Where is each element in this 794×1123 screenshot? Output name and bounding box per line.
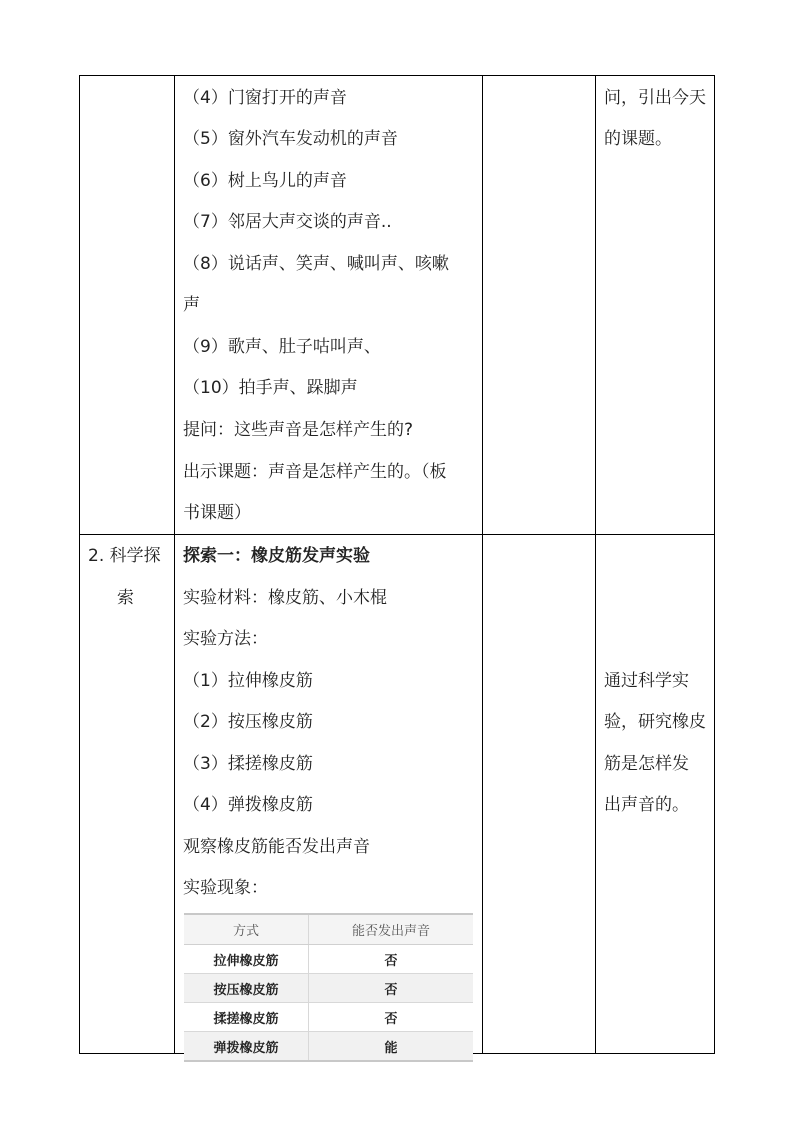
result-cell: 否 bbox=[309, 974, 474, 1003]
result-cell: 否 bbox=[309, 945, 474, 974]
table-left-border bbox=[79, 75, 80, 1054]
header-method: 方式 bbox=[184, 914, 309, 945]
result-cell: 能 bbox=[309, 1032, 474, 1062]
content-line: （8）说话声、笑声、喊叫声、咳嗽 bbox=[183, 254, 449, 274]
content-line: （5）窗外汽车发动机的声音 bbox=[183, 129, 398, 149]
result-cell: 否 bbox=[309, 1003, 474, 1032]
table-row bbox=[184, 974, 473, 1003]
content-line: （4）弹拨橡皮筋 bbox=[183, 795, 313, 815]
content-line: （1）拉伸橡皮筋 bbox=[183, 671, 313, 691]
method-cell: 揉搓橡皮筋 bbox=[184, 1003, 309, 1032]
content-line: 实验方法： bbox=[183, 629, 268, 649]
content-line: 声 bbox=[183, 295, 200, 315]
content-line: （7）邻居大声交谈的声音.. bbox=[183, 212, 392, 232]
table-row bbox=[184, 1032, 473, 1062]
intent-note: 出声音的。 bbox=[604, 795, 689, 815]
section-heading: 探索一：橡皮筋发声实验 bbox=[183, 546, 370, 566]
content-line: （9）歌声、肚子咕叫声、 bbox=[183, 337, 381, 357]
method-cell: 按压橡皮筋 bbox=[184, 974, 309, 1003]
table-right-border bbox=[714, 75, 715, 1054]
result-table-header-row bbox=[184, 914, 473, 945]
column-divider-2 bbox=[482, 75, 483, 1054]
content-line: 观察橡皮筋能否发出声音 bbox=[183, 837, 370, 857]
intent-note: 问，引出今天 bbox=[604, 88, 706, 108]
table-row bbox=[184, 1003, 473, 1032]
intent-note: 通过科学实 bbox=[604, 671, 689, 691]
content-line: 实验材料：橡皮筋、小木棍 bbox=[183, 588, 387, 608]
intent-note: 筋是怎样发 bbox=[604, 754, 689, 774]
column-divider-1 bbox=[174, 75, 175, 1054]
stage-label: 2. 科学探 bbox=[88, 546, 161, 566]
content-line: （6）树上鸟儿的声音 bbox=[183, 171, 347, 191]
content-line: （3）揉搓橡皮筋 bbox=[183, 754, 313, 774]
method-cell: 弹拨橡皮筋 bbox=[184, 1032, 309, 1062]
content-line: 书课题） bbox=[183, 503, 251, 523]
intent-note: 验，研究橡皮 bbox=[604, 712, 706, 732]
stage-label: 索 bbox=[117, 588, 134, 608]
method-cell: 拉伸橡皮筋 bbox=[184, 945, 309, 974]
content-line: （2）按压橡皮筋 bbox=[183, 712, 313, 732]
column-divider-3 bbox=[595, 75, 596, 1054]
table-row bbox=[184, 945, 473, 974]
content-line: 提问：这些声音是怎样产生的? bbox=[183, 420, 414, 440]
experiment-result-table bbox=[184, 913, 473, 1062]
content-line: 出示课题：声音是怎样产生的。（板 bbox=[183, 462, 447, 482]
header-result: 能否发出声音 bbox=[309, 914, 474, 945]
intent-note: 的课题。 bbox=[604, 129, 672, 149]
content-line: （4）门窗打开的声音 bbox=[183, 88, 347, 108]
content-line: （10）拍手声、跺脚声 bbox=[183, 378, 358, 398]
content-line: 实验现象： bbox=[183, 878, 268, 898]
